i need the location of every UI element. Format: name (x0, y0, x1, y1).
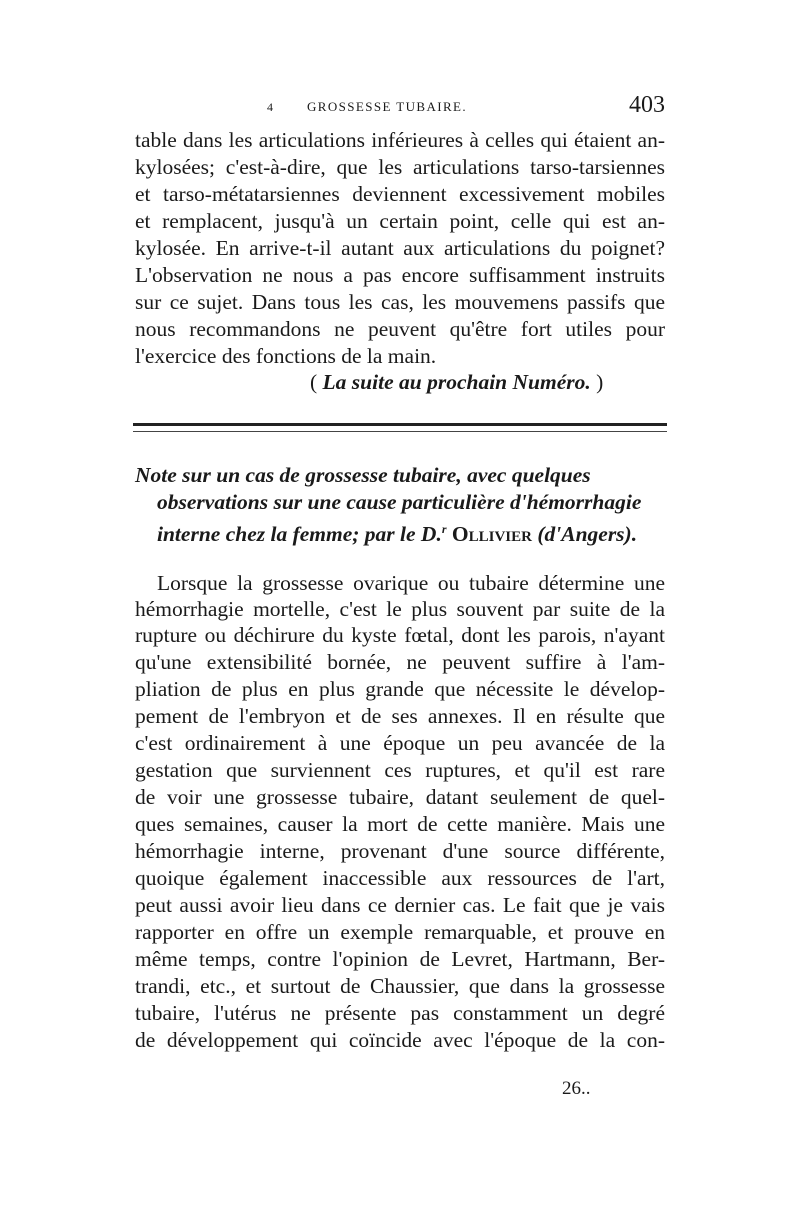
title-line: observations sur une cause particulière d'hémorrhagie (157, 490, 642, 514)
text-line: kylosées; c'est-à-dire, que les articulations tarso-tarsiennes (135, 155, 665, 179)
text-line: ques semaines, causer la mort de cette manière. Mais une (135, 812, 665, 836)
text-line: Lorsque la grossesse ovarique ou tubaire détermine une (157, 571, 665, 595)
text-line: pliation de plus en plus grande que nécessite le dévelop- (135, 677, 665, 701)
text-line: même temps, contre l'opinion de Levret, Hartmann, Ber- (135, 947, 665, 971)
text-line: de voir une grossesse tubaire, datant seulement de quel- (135, 785, 665, 809)
title-line: Note sur un cas de grossesse tubaire, avec quelques (135, 463, 591, 487)
text-line: de développement qui coïncide avec l'époque de la con- (135, 1028, 665, 1052)
signature-mark: 26.. (562, 1078, 591, 1099)
text-line: quoique également inaccessible aux ressources de l'art, (135, 866, 665, 890)
page-number: 403 (629, 92, 665, 118)
title-text: interne chez la femme; par le D. (157, 522, 442, 547)
continuation-note (310, 370, 603, 395)
author-origin: (d'Angers). (537, 522, 638, 547)
running-title: GROSSESSE TUBAIRE. (307, 99, 468, 114)
running-header (135, 92, 665, 122)
text-line: hémorrhagie interne, provenant d'une source différente, (135, 839, 665, 863)
text-line: et tarso-métatarsiennes deviennent excessivement mobiles (135, 182, 665, 206)
text-line: c'est ordinairement à une époque un peu avancée de la (135, 731, 665, 755)
text-line: gestation que surviennent ces ruptures, et qu'il est rare (135, 758, 665, 782)
text-line: rapporter en offre un exemple remarquable, et prouve en (135, 920, 665, 944)
continuation-text: La suite au prochain Numéro. (322, 370, 591, 394)
header-mark: 4 (267, 100, 273, 114)
text-line: trandi, etc., et surtout de Chaussier, que dans la grossesse (135, 974, 665, 998)
text-line: peut aussi avoir lieu dans ce dernier cas. Le fait que je vais (135, 893, 665, 917)
text-line: qu'une extensibilité bornée, ne peuvent suffire à l'am- (135, 650, 665, 674)
paren-close: ) (596, 370, 604, 394)
section-rule-thin (133, 431, 667, 432)
text-line: pement de l'embryon et de ses annexes. Il en résulte que (135, 704, 665, 728)
title-line (157, 516, 637, 547)
text-line: l'exercice des fonctions de la main. (135, 344, 437, 368)
text-line: kylosée. En arrive-t-il autant aux articulations du poignet? (135, 236, 665, 260)
section-rule-thick (133, 423, 667, 426)
text-line: rupture ou déchirure du kyste fœtal, dont les parois, n'ayant (135, 623, 665, 647)
text-line: L'observation ne nous a pas encore suffisamment instruits (135, 263, 665, 287)
text-line: nous recommandons ne peuvent qu'être fort utiles pour (135, 317, 665, 341)
text-line: sur ce sujet. Dans tous les cas, les mouvemens passifs que (135, 290, 665, 314)
text-line: et remplacent, jusqu'à un certain point, celle qui est an- (135, 209, 665, 233)
text-line: table dans les articulations inférieures à celles qui étaient an- (135, 128, 665, 152)
paren-open: ( (310, 370, 318, 394)
title-superscript: r (441, 522, 447, 536)
text-line: hémorrhagie mortelle, c'est le plus souvent par suite de la (135, 597, 665, 621)
text-line: tubaire, l'utérus ne présente pas constamment un degré (135, 1001, 665, 1025)
author-name: Ollivier (451, 522, 532, 547)
